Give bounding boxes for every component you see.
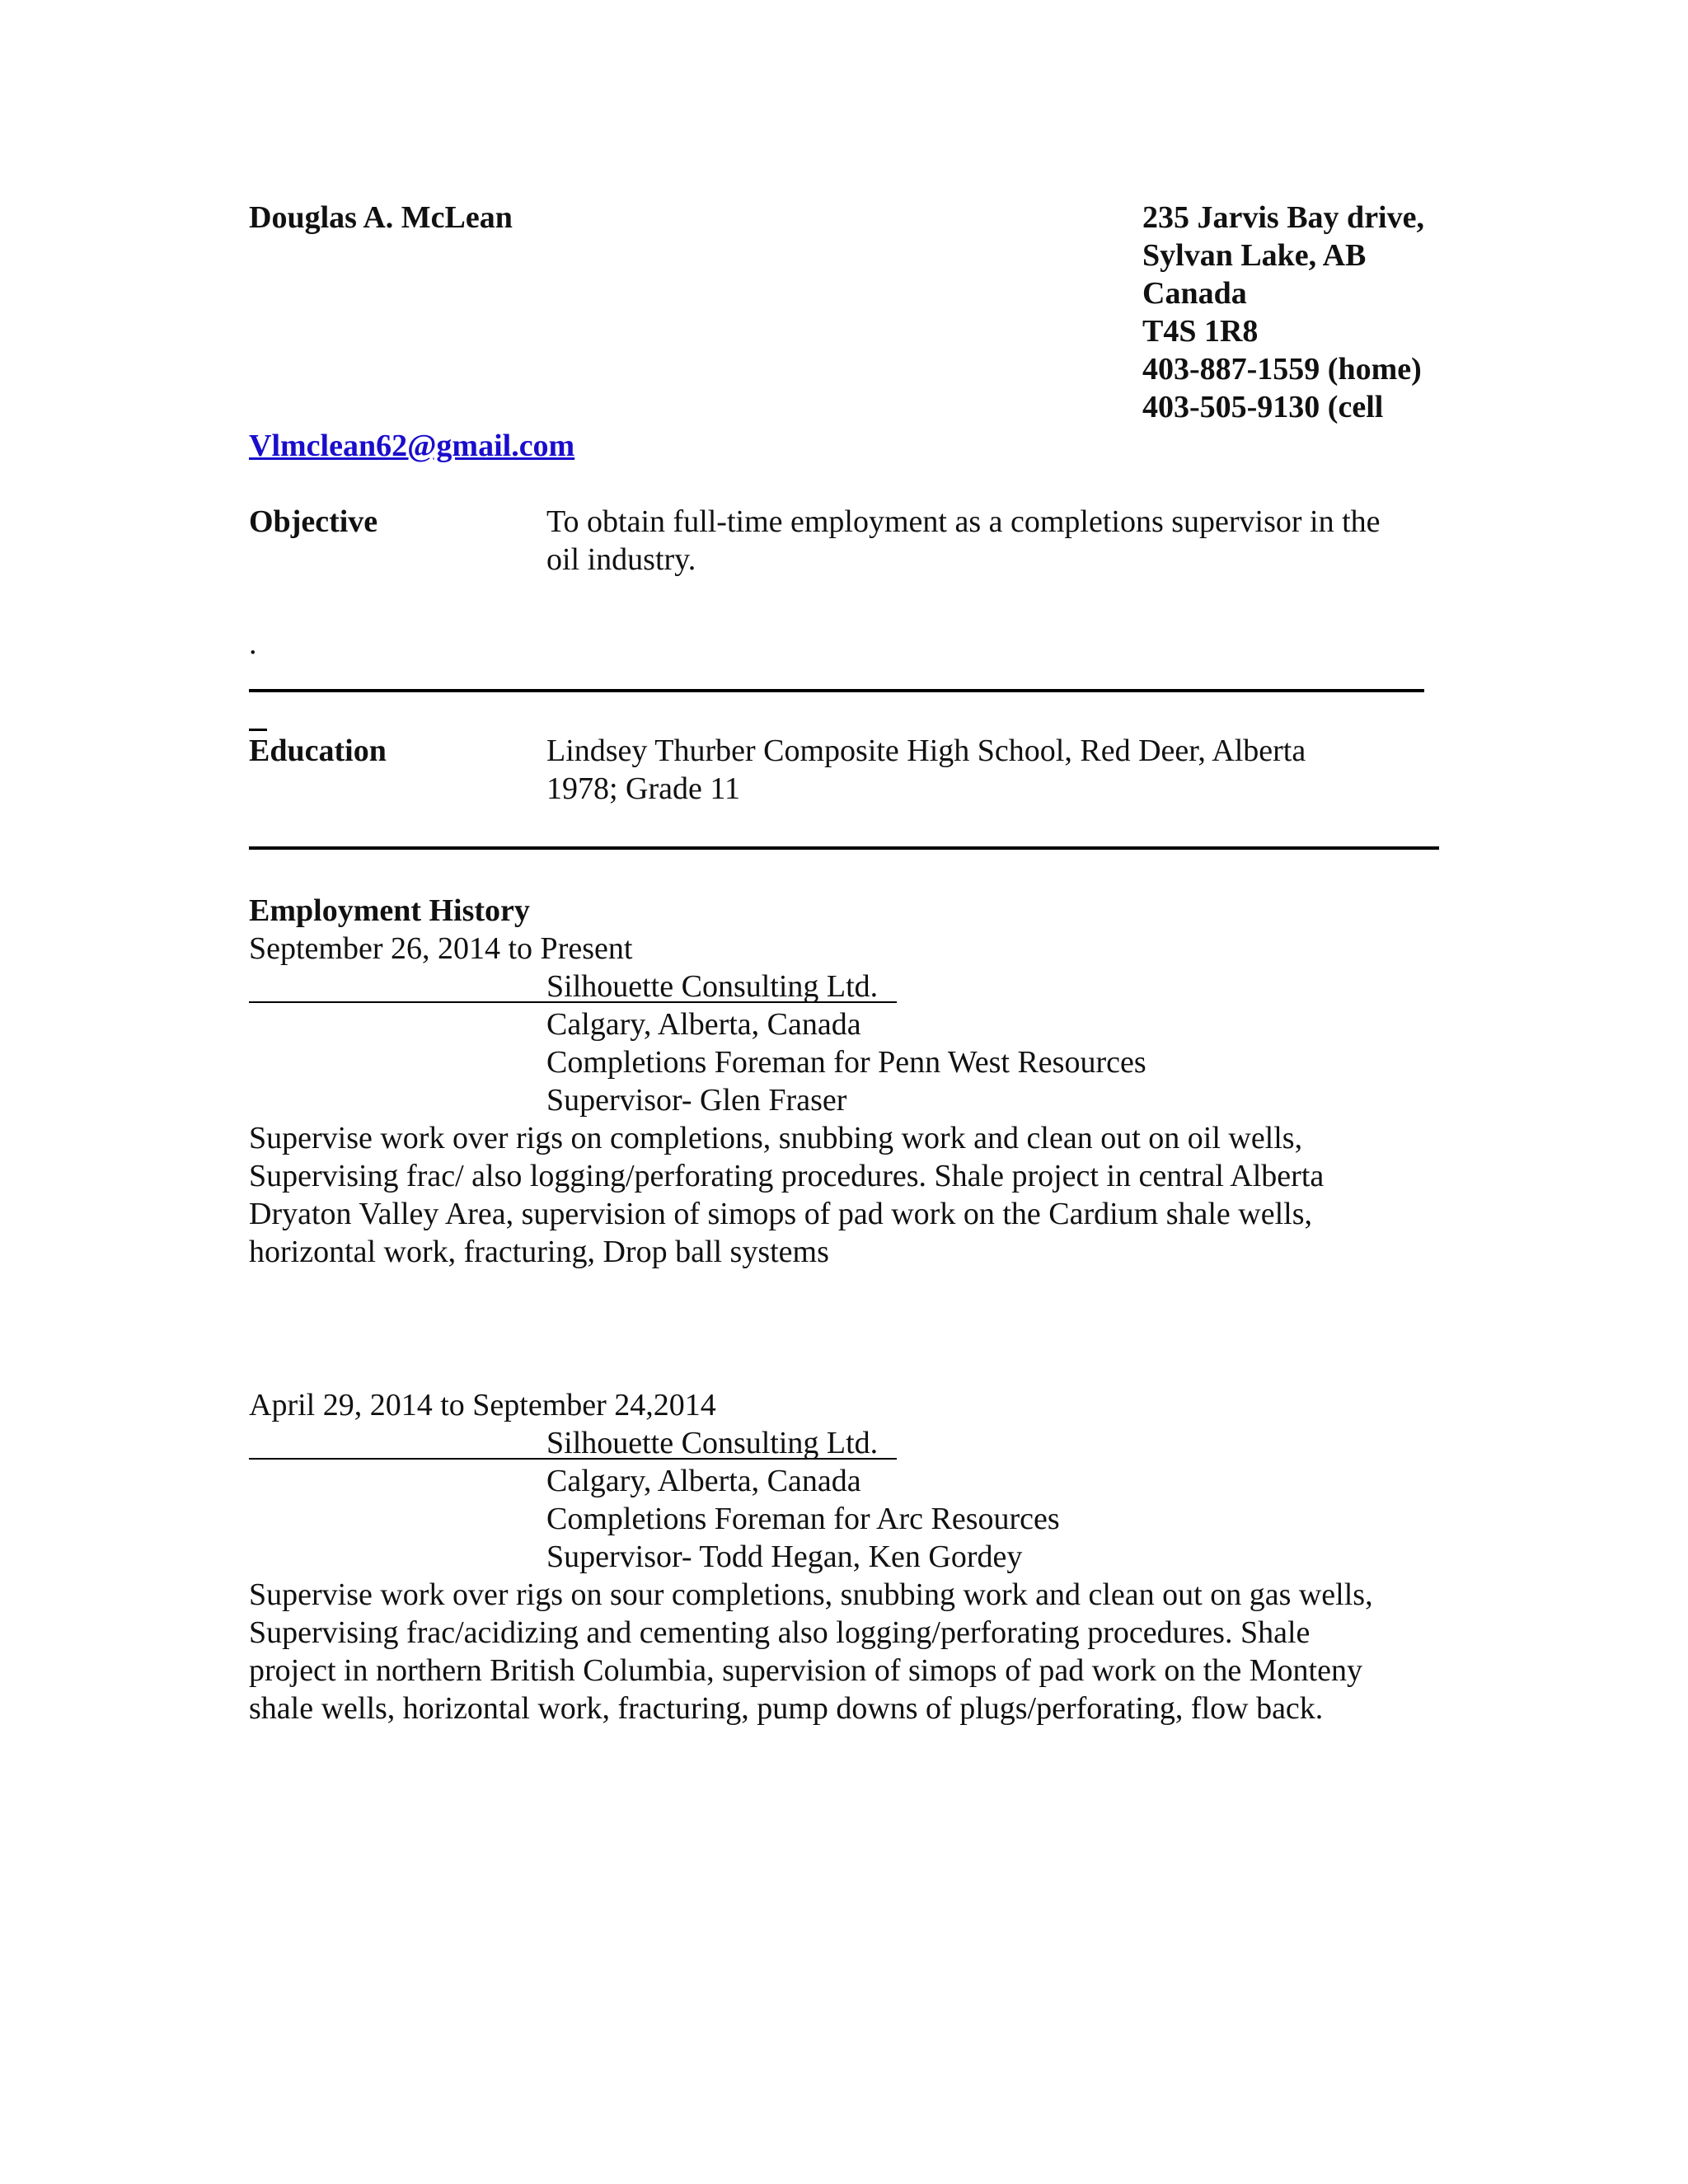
objective-label: Objective [249, 504, 378, 539]
job-dates: September 26, 2014 to Present [249, 931, 633, 966]
job-supervisor: Supervisor- Todd Hegan, Ken Gordey [546, 1540, 1023, 1574]
job-location: Calgary, Alberta, Canada [546, 1007, 861, 1042]
cell-phone: 403-505-9130 (cell [1142, 390, 1384, 424]
description-line: project in northern British Columbia, supervision of simops of pad work on the Monteny [249, 1653, 1362, 1688]
address-line: Sylvan Lake, AB [1142, 238, 1367, 273]
job-details [546, 1424, 1060, 1576]
job-description [249, 1576, 1373, 1727]
job-supervisor: Supervisor- Glen Fraser [546, 1083, 847, 1118]
education-line: Lindsey Thurber Composite High School, Red Deer, Alberta [546, 733, 1306, 768]
description-line: Dryaton Valley Area, supervision of simops of pad work on the Cardium shale wells, [249, 1197, 1313, 1231]
home-phone: 403-887-1559 (home) [1142, 352, 1422, 387]
employment-heading: Employment History [249, 893, 530, 928]
stray-period: . [249, 626, 257, 661]
description-line: Supervising frac/acidizing and cementing also logging/perforating procedures. Shale [249, 1615, 1311, 1650]
address-line: Canada [1142, 276, 1247, 311]
objective-text [546, 503, 1381, 579]
section-divider [249, 846, 1439, 850]
objective-line: To obtain full-time employment as a completions supervisor in the [546, 504, 1381, 539]
description-line: shale wells, horizontal work, fracturing, pump downs of plugs/perforating, flow back. [249, 1691, 1324, 1726]
job-title: Completions Foreman for Arc Resources [546, 1502, 1060, 1536]
description-line: Supervise work over rigs on completions, snubbing work and clean out on oil wells, [249, 1121, 1303, 1155]
section-divider [249, 689, 1424, 692]
education-label: Education [249, 733, 387, 768]
objective-line: oil industry. [546, 542, 696, 577]
postal-code: T4S 1R8 [1142, 314, 1259, 349]
job-location: Calgary, Alberta, Canada [546, 1464, 861, 1498]
job-title: Completions Foreman for Penn West Resources [546, 1045, 1146, 1080]
education-text [546, 732, 1306, 808]
education-line: 1978; Grade 11 [546, 771, 740, 806]
description-line: Supervise work over rigs on sour completions, snubbing work and clean out on gas wells, [249, 1577, 1373, 1612]
address-line: 235 Jarvis Bay drive, [1142, 200, 1424, 235]
description-line: horizontal work, fracturing, Drop ball systems [249, 1235, 829, 1269]
company-name: Silhouette Consulting Ltd. [546, 1426, 879, 1460]
applicant-name: Douglas A. McLean [249, 200, 513, 235]
company-name: Silhouette Consulting Ltd. [546, 969, 879, 1004]
job-details [546, 968, 1146, 1119]
job-description [249, 1119, 1324, 1271]
contact-address-block [1142, 199, 1424, 426]
stray-dash [249, 729, 267, 731]
email-link[interactable]: Vlmclean62@gmail.com [249, 429, 575, 463]
description-line: Supervising frac/ also logging/perforating procedures. Shale project in central Alberta [249, 1159, 1325, 1193]
job-dates: April 29, 2014 to September 24,2014 [249, 1388, 716, 1422]
